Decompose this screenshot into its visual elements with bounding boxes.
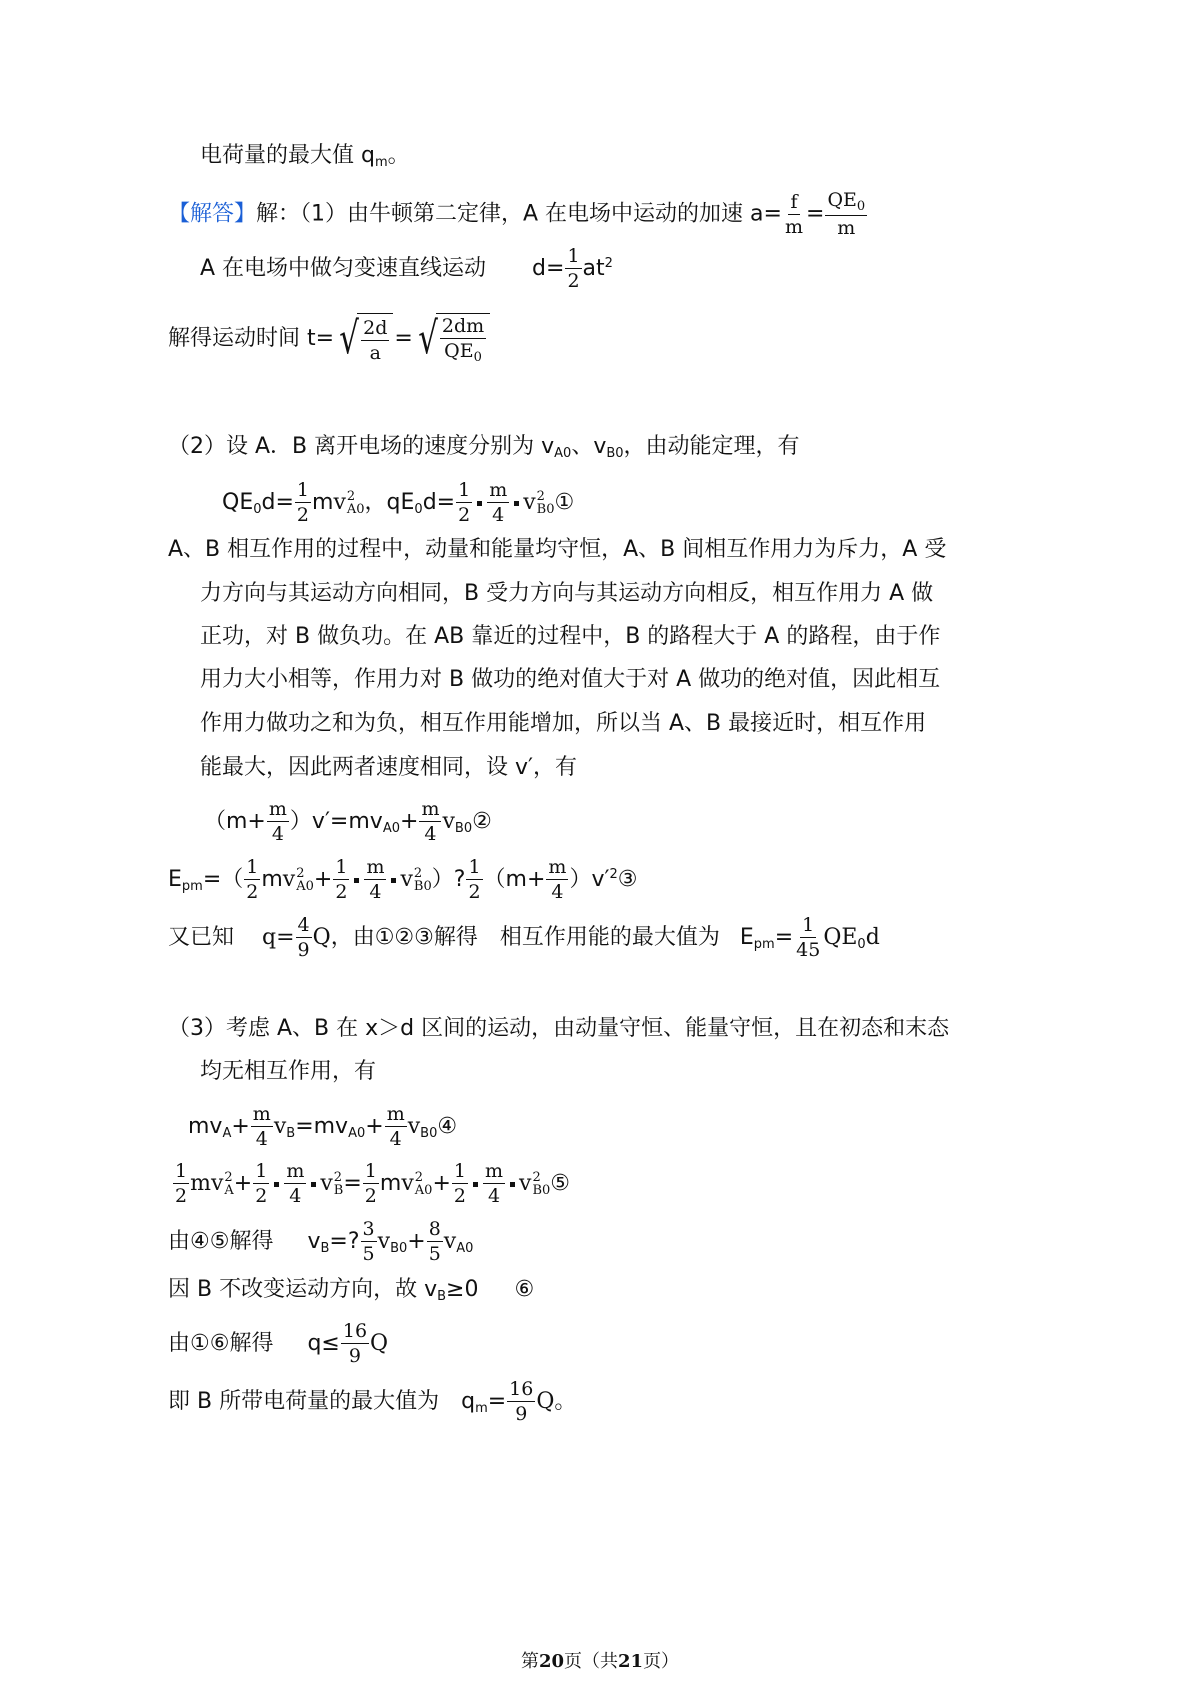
text-line: 均无相互作用，有	[200, 1059, 377, 1084]
velocity-term	[401, 1169, 432, 1199]
text: ，由动能定理，有	[623, 434, 800, 459]
multiply-dot	[477, 501, 482, 506]
text: v	[400, 867, 413, 892]
text: v	[401, 1171, 414, 1196]
index-stack	[347, 490, 365, 516]
denominator: 5	[362, 1243, 375, 1265]
numerator: 8	[428, 1218, 441, 1240]
index-stack	[334, 1171, 344, 1197]
denominator: 4	[369, 881, 382, 903]
superscript: 2	[604, 256, 613, 271]
denominator: 2	[246, 881, 259, 903]
paragraph-line: 能最大，因此两者速度相同，设 v′，有	[200, 755, 578, 780]
multiply-dot	[514, 501, 519, 506]
numerator: m	[252, 1103, 271, 1125]
subscript: 0	[414, 502, 423, 517]
text: +	[365, 1114, 384, 1139]
subscript: A0	[382, 821, 400, 836]
paragraph-line: 用力大小相等，作用力对 B 做功的绝对值大于对 A 做功的绝对值，因此相互	[200, 667, 941, 692]
fraction	[483, 1162, 505, 1206]
numerator: 1	[175, 1160, 188, 1182]
multiply-dot	[311, 1182, 316, 1187]
denominator: 4	[271, 823, 284, 845]
denominator: 5	[428, 1243, 441, 1265]
fraction	[267, 800, 289, 844]
text: ）	[431, 867, 454, 892]
text: ≥0	[446, 1277, 479, 1302]
subscript: A0	[296, 879, 314, 894]
numerator: 16	[509, 1378, 534, 1400]
text: v	[210, 1171, 224, 1196]
text: 解得运动时间 t=	[168, 326, 335, 351]
text-line	[168, 1275, 534, 1312]
fraction	[361, 316, 389, 364]
denominator: 2	[567, 270, 580, 292]
text: v	[443, 1229, 457, 1254]
text: E	[739, 925, 754, 950]
text: m	[312, 490, 334, 515]
text: 。	[554, 1389, 577, 1414]
text: =	[343, 1171, 362, 1196]
text-line	[168, 916, 880, 960]
fraction	[333, 858, 349, 902]
paragraph-line: A、B 相互作用的过程中，动量和能量均守恒，A、B 间相互作用力为斥力，A 受	[168, 537, 947, 562]
subscript: B0	[390, 1241, 408, 1256]
paragraph-line: 正功，对 B 做负功。在 AB 靠近的过程中，B 的路程大于 A 的路程，由于作	[200, 624, 941, 649]
text: v′=mv	[311, 809, 383, 834]
text: +	[313, 867, 333, 892]
radicand	[436, 313, 490, 365]
answer-label: 【解答】	[168, 201, 257, 227]
text: v	[307, 1229, 321, 1254]
subscript: B	[333, 1183, 344, 1198]
numerator: 1	[453, 1160, 466, 1182]
footer-text: 页（共	[564, 1651, 618, 1672]
radical-sign: √	[418, 313, 438, 364]
subscript: B0	[420, 1126, 438, 1141]
text: v	[320, 1171, 333, 1196]
subscript: 0	[253, 502, 262, 517]
fraction	[419, 800, 441, 844]
velocity-term	[400, 865, 431, 895]
superscript: 2	[532, 1170, 541, 1185]
paragraph-line: 力方向与其运动方向相同，B 受力方向与其运动方向相反，相互作用力 A 做	[200, 581, 934, 606]
fraction	[385, 1105, 407, 1149]
text: d=	[261, 490, 294, 515]
numerator: 16	[342, 1320, 368, 1342]
subscript: pm	[181, 879, 203, 894]
numerator: 1	[296, 479, 309, 501]
fraction	[452, 1162, 468, 1206]
paragraph-line: 作用力做功之和为负，相互作用能增加，所以当 A、B 最接近时，相互作用	[200, 711, 927, 736]
text: d	[865, 925, 880, 950]
text: =	[806, 201, 825, 227]
fraction	[244, 858, 260, 902]
denominator: 4	[551, 881, 564, 903]
page-number: 20	[538, 1651, 564, 1672]
fraction	[546, 858, 568, 902]
fraction	[253, 1162, 269, 1206]
fraction	[466, 858, 482, 902]
text: +	[432, 1171, 451, 1196]
denominator: 2	[335, 881, 348, 903]
velocity-term	[211, 1169, 234, 1199]
text: 即 B 所带电荷量的最大值为	[168, 1389, 440, 1414]
fraction	[440, 317, 486, 364]
text-line	[168, 858, 637, 902]
subscript: A0	[346, 502, 365, 517]
fraction	[295, 481, 311, 525]
subscript: m	[374, 155, 388, 170]
index-stack	[537, 490, 555, 516]
fraction	[456, 481, 472, 525]
text: （m+	[204, 809, 266, 834]
denominator: 9	[348, 1345, 361, 1367]
text: q	[461, 1389, 476, 1414]
index-stack	[532, 1171, 550, 1197]
multiply-dot	[473, 1182, 478, 1187]
text: v	[333, 490, 346, 515]
text: +	[407, 1229, 426, 1254]
text: A 在电场中做匀变速直线运动	[200, 256, 487, 281]
text: =	[487, 1389, 507, 1414]
text: 电荷量的最大值 q	[200, 143, 375, 168]
subscript: B0	[532, 1183, 551, 1198]
text: =	[774, 925, 794, 950]
denominator: 2	[296, 504, 309, 526]
superscript: 2	[296, 866, 305, 881]
velocity-term	[519, 1169, 550, 1199]
fraction	[284, 1162, 306, 1206]
denominator: m	[837, 217, 856, 239]
numerator: 1	[255, 1160, 268, 1182]
denominator: m	[784, 215, 803, 238]
index-stack	[415, 1171, 433, 1197]
fraction	[251, 1105, 273, 1149]
page-footer	[0, 1647, 1200, 1673]
numerator: 1	[567, 245, 580, 267]
text: q=	[262, 925, 295, 950]
text: v	[523, 490, 536, 515]
text: v	[519, 1171, 532, 1196]
denominator: 9	[297, 939, 310, 961]
text: ，由①②③解得 相互作用能的最大值为	[330, 925, 720, 950]
text: d=	[532, 256, 565, 281]
index-stack	[296, 867, 314, 893]
denominator: 2	[175, 1185, 188, 1207]
numerator: 1	[335, 856, 348, 878]
numerator: m	[386, 1103, 405, 1125]
multiply-dot	[354, 878, 359, 883]
velocity-term	[333, 488, 364, 518]
text: =?	[329, 1229, 360, 1254]
fraction	[487, 481, 509, 525]
text: Q	[536, 1389, 555, 1414]
text: 由④⑤解得	[168, 1229, 274, 1254]
text: 、v	[571, 434, 607, 459]
denominator: 4	[492, 504, 505, 526]
square-root	[414, 313, 490, 365]
text: （m+	[483, 867, 546, 892]
fraction	[361, 1220, 377, 1264]
denominator: 2	[453, 1185, 466, 1207]
numerator: m	[286, 1160, 305, 1182]
subscript: B	[286, 1126, 296, 1141]
text: v	[282, 867, 296, 892]
subscript: A0	[348, 1126, 366, 1141]
text: =（	[202, 867, 244, 892]
denominator: 2	[468, 881, 481, 903]
text: ，qE	[364, 490, 415, 515]
subscript: B	[320, 1241, 330, 1256]
text: ）	[569, 867, 592, 892]
text: m	[261, 867, 283, 892]
text: 因 B 不改变运动方向，故 v	[168, 1277, 438, 1302]
subscript: B0	[536, 502, 555, 517]
text: v	[442, 809, 455, 834]
text: （2）设 A．B 离开电场的速度分别为 v	[168, 434, 555, 459]
fraction	[427, 1220, 443, 1264]
denominator: 4	[289, 1185, 302, 1207]
multiply-dot	[391, 878, 396, 883]
circled-number: ②	[472, 809, 492, 834]
circled-number: ⑥	[514, 1277, 535, 1302]
circled-number: ③	[617, 867, 638, 892]
numerator: 1	[802, 914, 815, 936]
text-line	[168, 191, 868, 238]
fraction	[507, 1380, 535, 1424]
numerator: m	[489, 479, 508, 501]
text: 由①⑥解得	[168, 1331, 274, 1356]
text-line	[168, 432, 800, 469]
denominator: a	[369, 341, 381, 364]
unknown-glyph: ?	[453, 867, 466, 892]
denominator: 2	[364, 1185, 377, 1207]
text: Q	[312, 925, 331, 950]
superscript: 2	[413, 866, 423, 881]
velocity-term	[523, 488, 554, 518]
denominator: 45	[796, 939, 821, 961]
numerator: f	[790, 190, 798, 213]
subscript: A	[224, 1183, 234, 1198]
text-line	[204, 800, 492, 844]
superscript: 2	[333, 1170, 343, 1185]
text-line	[188, 1105, 457, 1149]
subscript: m	[475, 1401, 488, 1416]
text: QE	[444, 340, 474, 362]
text: =mv	[295, 1114, 349, 1139]
superscript: 2	[224, 1170, 233, 1185]
text: at	[582, 256, 605, 281]
index-stack	[414, 867, 432, 893]
numerator: 1	[246, 856, 259, 878]
text: ）	[289, 809, 312, 834]
text: E	[168, 867, 182, 892]
text-line	[168, 1322, 388, 1366]
velocity-term	[283, 865, 314, 895]
superscript: 2	[536, 489, 545, 504]
numerator: 1	[468, 856, 481, 878]
text-line	[168, 1380, 576, 1424]
multiply-dot	[274, 1182, 279, 1187]
subscript: pm	[753, 937, 775, 952]
superscript: 2	[346, 489, 356, 504]
velocity-term	[320, 1169, 343, 1199]
text: 解：（1）由牛顿第二定律，A 在电场中运动的加速 a=	[256, 201, 782, 227]
subscript: 0	[857, 937, 866, 952]
text: +	[231, 1114, 250, 1139]
superscript: 2	[414, 1170, 424, 1185]
text-line: （3）考虑 A、B 在 x＞d 区间的运动，由动量守恒、能量守恒，且在初态和末态	[168, 1016, 950, 1041]
text: d=	[422, 490, 456, 515]
fraction	[363, 1162, 379, 1206]
numerator: m	[484, 1160, 503, 1182]
numerator	[825, 191, 867, 216]
subscript: A0	[554, 446, 572, 461]
text: 。	[387, 143, 410, 168]
subscript: B	[437, 1289, 447, 1304]
denominator: 2	[458, 504, 471, 526]
denominator: 9	[515, 1403, 528, 1425]
text: v′	[591, 867, 610, 892]
fraction	[364, 858, 386, 902]
footer-text: 页）	[643, 1651, 680, 1672]
text: m	[379, 1171, 402, 1196]
text: QE	[827, 189, 857, 211]
superscript: 2	[609, 867, 618, 882]
numerator: 1	[364, 1160, 377, 1182]
text: v	[377, 1229, 391, 1254]
text: v	[273, 1114, 287, 1139]
text-line	[168, 1220, 473, 1264]
fraction	[341, 1322, 369, 1366]
text-line	[168, 313, 491, 365]
circled-number: ①	[554, 490, 575, 515]
text: m	[190, 1171, 211, 1196]
numerator: 1	[458, 479, 471, 501]
numerator: m	[366, 856, 385, 878]
text-line	[222, 481, 574, 525]
text-line	[200, 141, 410, 178]
text: Q	[370, 1331, 389, 1356]
denominator: 2	[255, 1185, 268, 1207]
fraction	[794, 916, 822, 960]
fraction	[296, 916, 312, 960]
denominator: 4	[255, 1128, 268, 1150]
text: QE	[222, 490, 254, 515]
fraction	[173, 1162, 189, 1206]
radical-sign: √	[339, 313, 359, 364]
text-line	[172, 1162, 570, 1206]
square-root	[335, 313, 393, 365]
numerator: 2dm	[441, 315, 485, 337]
denominator: 4	[487, 1185, 501, 1207]
text: +	[233, 1171, 253, 1196]
multiply-dot	[510, 1182, 515, 1187]
subscript: A0	[414, 1183, 433, 1198]
denominator: 4	[389, 1128, 402, 1150]
denominator	[442, 339, 484, 364]
fraction	[825, 191, 867, 238]
numerator: 2d	[363, 316, 388, 339]
footer-text: 第	[520, 1651, 539, 1672]
subscript: B0	[454, 821, 473, 836]
text: +	[400, 809, 419, 834]
subscript: B0	[606, 446, 624, 461]
text: =	[394, 326, 413, 351]
index-stack	[224, 1171, 233, 1197]
fraction	[565, 247, 581, 291]
text-line	[200, 247, 613, 291]
numerator: 3	[362, 1218, 375, 1240]
subscript: A	[222, 1126, 232, 1141]
circled-number: ⑤	[550, 1171, 570, 1196]
numerator: m	[421, 798, 440, 820]
subscript: A0	[456, 1241, 474, 1256]
page-total: 21	[618, 1651, 644, 1672]
subscript: 0	[856, 199, 866, 214]
denominator: 4	[424, 823, 437, 845]
subscript: 0	[473, 350, 482, 365]
circled-number: ④	[437, 1114, 458, 1139]
text: mv	[188, 1114, 223, 1139]
numerator: m	[268, 798, 287, 820]
text: q≤	[307, 1331, 340, 1356]
radicand	[357, 313, 393, 365]
subscript: B0	[413, 879, 432, 894]
text: QE	[823, 925, 858, 950]
fraction	[783, 190, 805, 238]
text: 又已知	[168, 925, 235, 950]
text: v	[407, 1114, 421, 1139]
numerator: 4	[297, 914, 310, 936]
numerator: m	[548, 856, 567, 878]
